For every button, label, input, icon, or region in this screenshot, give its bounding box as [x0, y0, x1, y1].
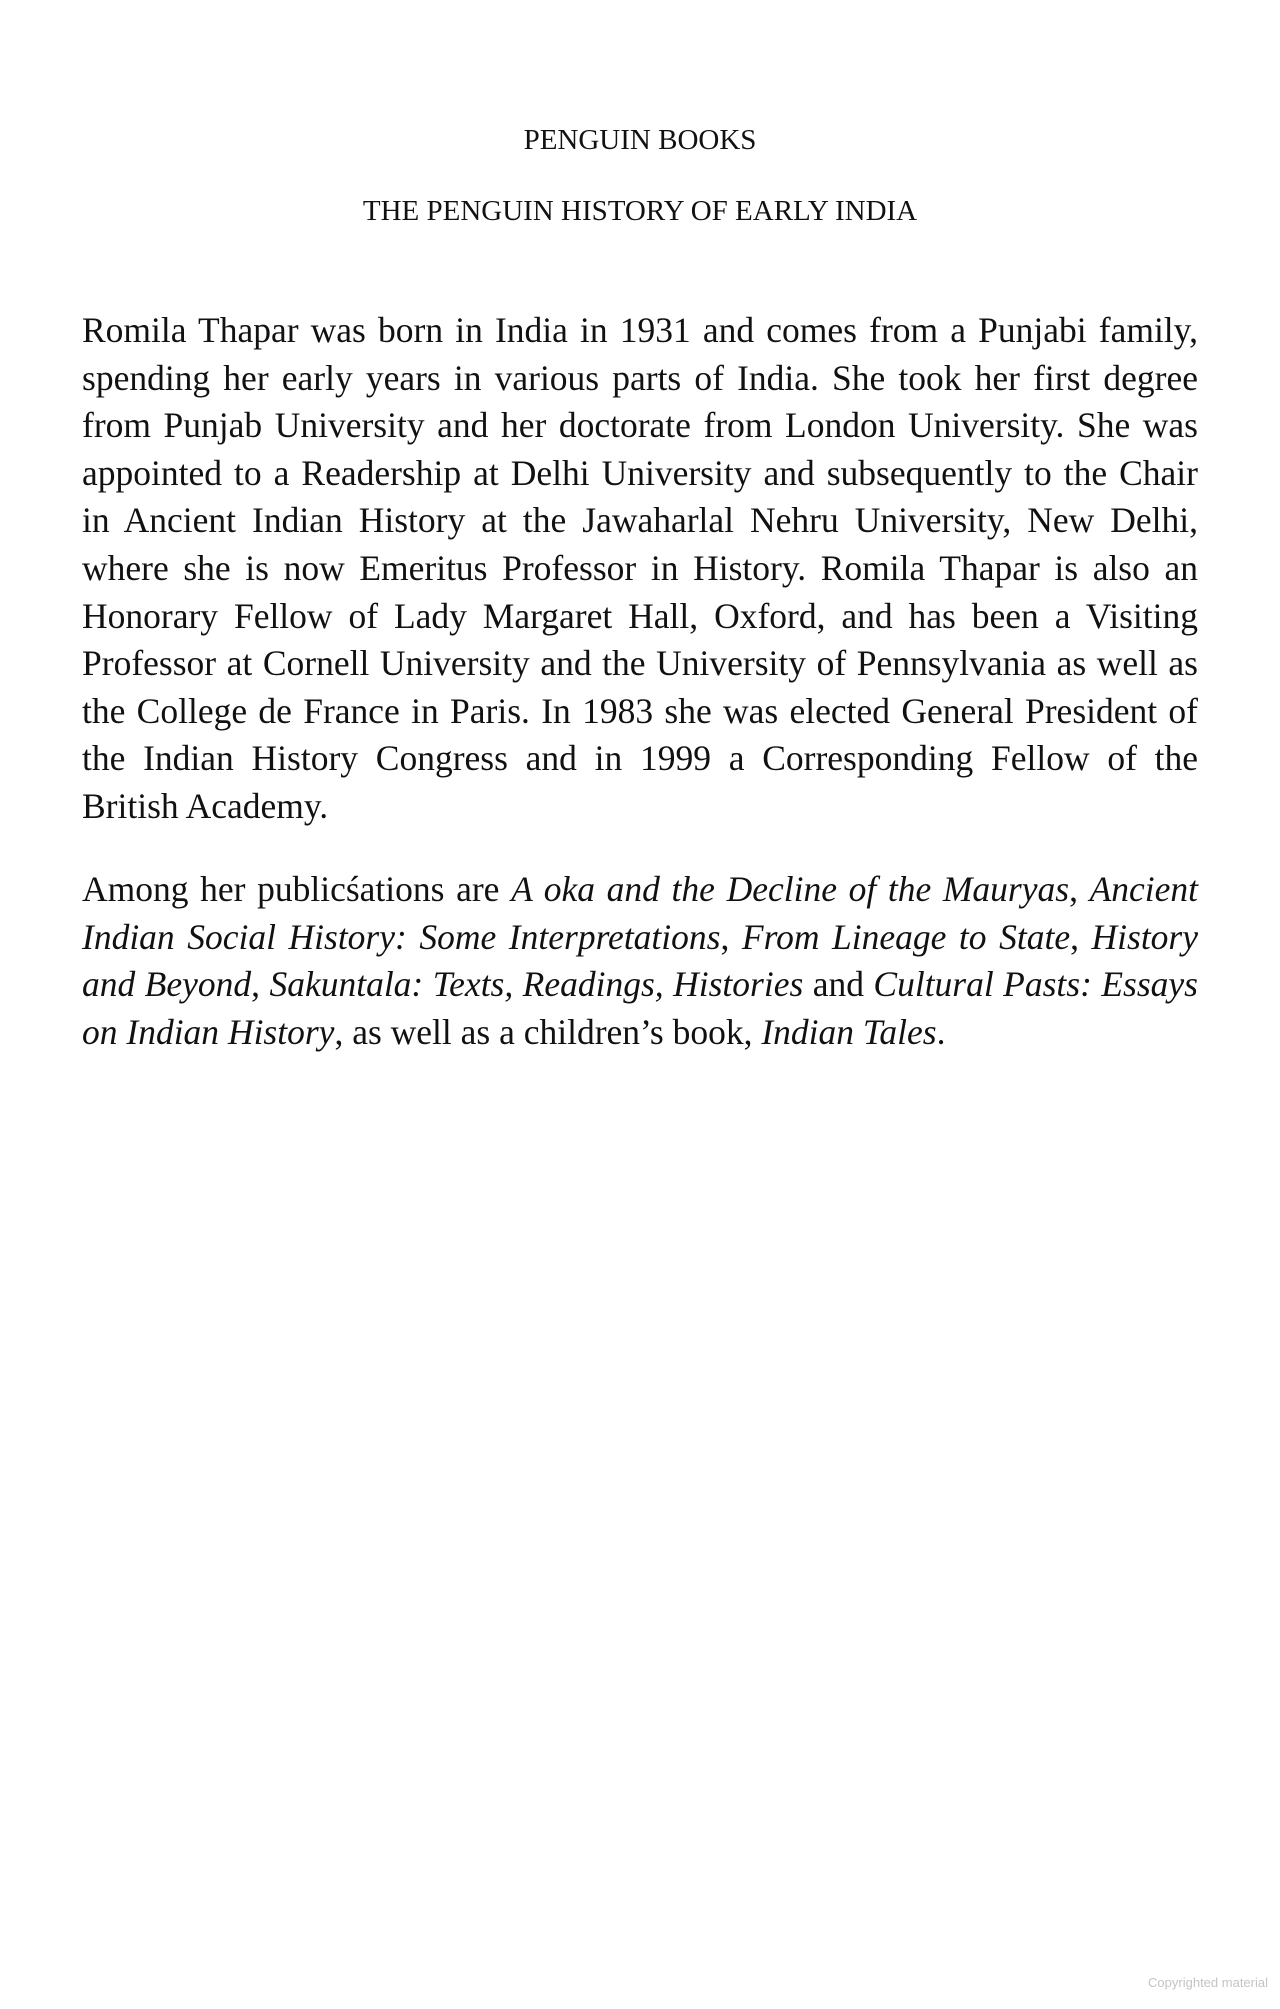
book-title: THE PENGUIN HISTORY OF EARLY INDIA	[362, 195, 918, 227]
book-title-italic: Indian Tales	[761, 1011, 937, 1052]
copyright-watermark: Copyrighted material	[1148, 1975, 1268, 1990]
author-bio-paragraph: Romila Thapar was born in India in 1931 and comes from a Punjabi family, spending her early years in various parts of India. She took her first degree from Punjab University and her doctorate from London University. She was appointed to a Readership at Delhi University and subsequently to the Chair in Ancient Indian History at the Jawaharlal Nehru University, New Delhi, where she is now Emeritus Professor in History. Romila Thapar is also an Honorary Fellow of Lady Margaret Hall, Oxford, and has been a Visiting Professor at Cornell University and the University of Pennsylvania as well as the College de France in Paris. In 1983 she was elected General President of the Indian History Congress and in 1999 a Corresponding Fellow of the British Academy.	[82, 310, 1198, 826]
book-title-italic: From Lineage to State	[741, 916, 1071, 957]
title-separator: .	[936, 1011, 946, 1052]
book-title-italic: A oka and the Decline of the Mauryas	[511, 869, 1070, 909]
title-separator: , as well as a children’s book,	[334, 1011, 762, 1052]
publications-paragraph	[82, 866, 1198, 1056]
publisher-heading: PENGUIN BOOKS	[523, 124, 757, 156]
accent-glyph: ś	[345, 869, 360, 909]
publications-intro-start: Among her public	[82, 869, 346, 909]
title-separator: ,	[1069, 869, 1090, 909]
book-title-italic: Cultural Pasts: Essays on Indian History	[82, 964, 1198, 1052]
title-separator: ,	[1070, 916, 1092, 957]
title-separator: and	[803, 964, 874, 1005]
title-separator: ,	[251, 964, 270, 1005]
book-title-italic: Ancient Indian Social History: Some Interpretations	[82, 869, 1199, 957]
book-title-italic: Sakuntala: Texts, Readings, Histories	[269, 964, 804, 1005]
book-title-italic: History and Beyond	[82, 916, 1198, 1005]
title-separator: ,	[720, 916, 742, 957]
publications-intro-end: ations are	[359, 869, 512, 909]
